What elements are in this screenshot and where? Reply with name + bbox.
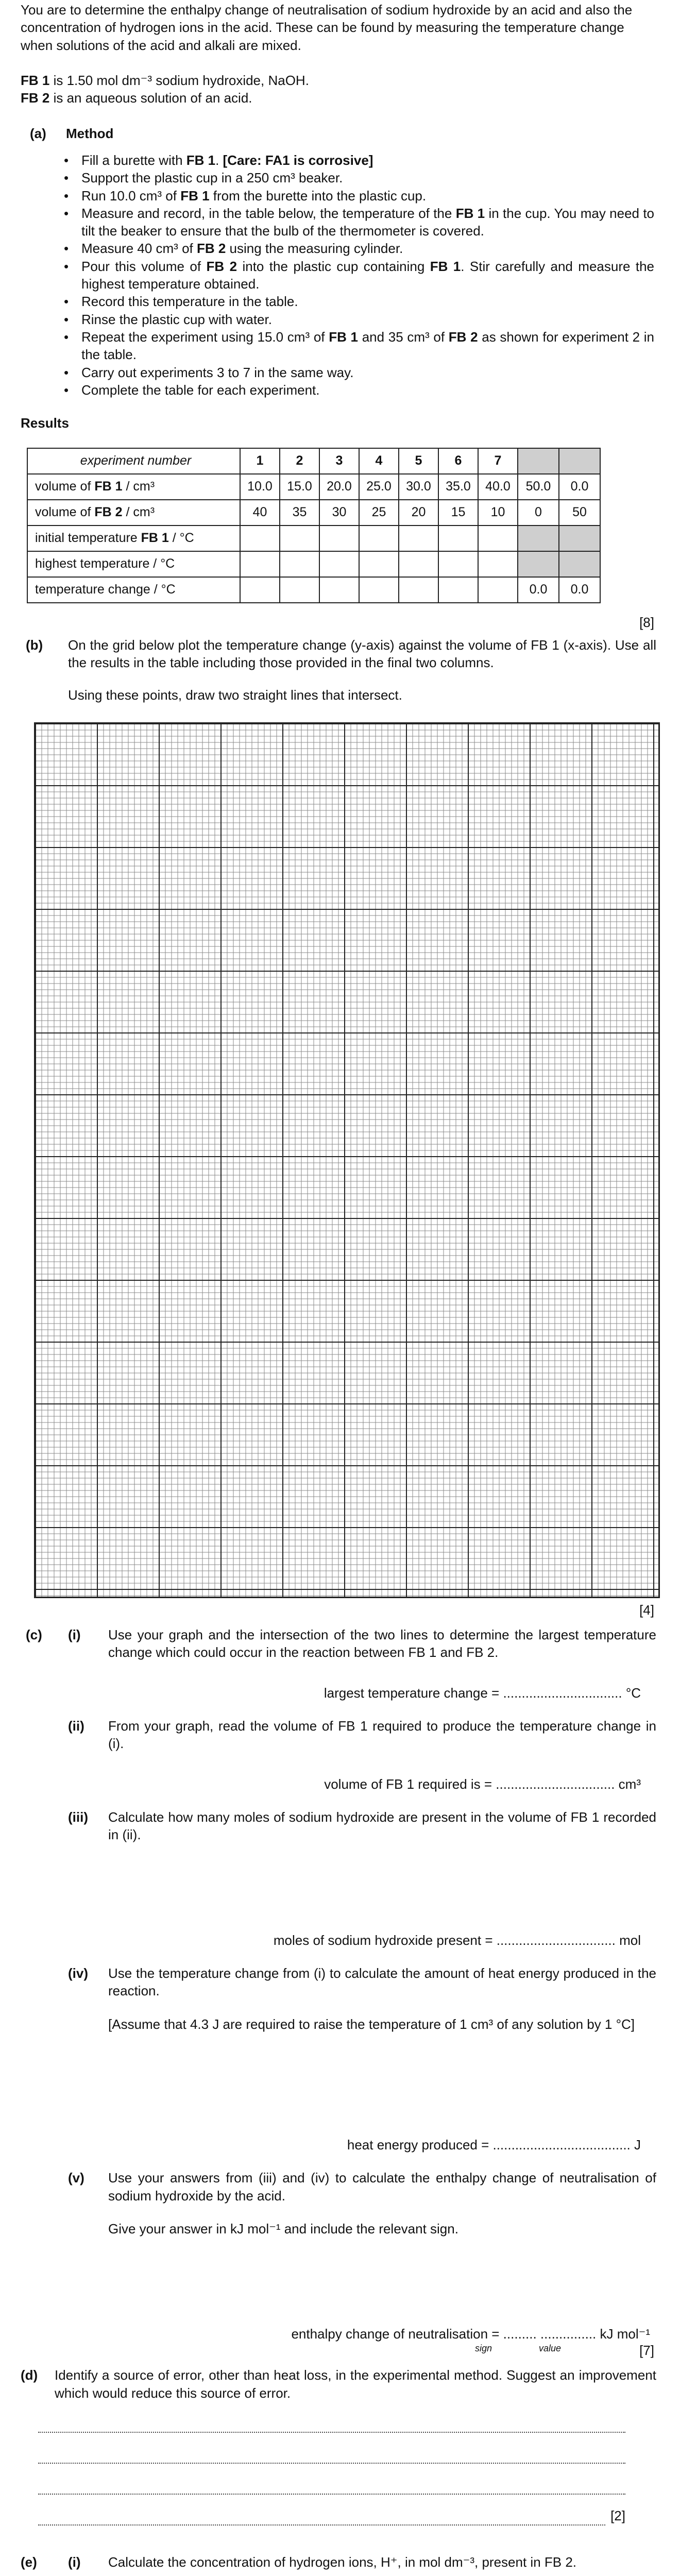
section-a-heading: (a) Method xyxy=(30,125,114,141)
row-label: temperature change / °C xyxy=(27,577,240,603)
row-label: initial temperature FB 1 / °C xyxy=(27,526,240,551)
graph-grid[interactable] xyxy=(34,722,660,1598)
table-row: volume of FB 2 / cm³ 40 35 30 25 20 15 10 0 50 xyxy=(27,500,600,526)
row-label: highest temperature / °C xyxy=(27,551,240,577)
method-step: • Pour this volume of FB 2 into the plastic cup containing FB 1. Stir carefully and measure the highest temperature obtained. xyxy=(81,258,654,293)
method-step: • Record this temperature in the table. xyxy=(81,293,654,310)
writing-line[interactable] xyxy=(38,2495,605,2526)
row-label: volume of FB 1 / cm³ xyxy=(27,474,240,500)
question-c-iv: (iv) Use the temperature change from (i) to calculate the amount of heat energy produced in the reaction. xyxy=(68,1965,656,1999)
answer-cell[interactable] xyxy=(438,526,478,551)
worksheet-page: You are to determine the enthalpy change of neutralisation of sodium hydroxide by an acid and also the concentration of hydrogen ions in the acid. These can be found by measuring the temperature change when solutions of the acid and alkali are mixed. FB 1 is 1.50 mol dm⁻³ sodium hydroxide, NaOH. FB 2 is an aqueous solution of an acid. (a) Method • Fill a burette with FB 1. [Care: FA1 is corrosive] • Support the plastic cup in a 250 cm³ beaker. • Run 10.0 cm³ of FB 1 from the burette into the plastic cup. • Measure and record, in the table below, the temperature of the FB 1 in the cup. You may need to tilt the beaker to ensure that the bulb of the thermometer is covered. • Measure 40 cm³ of FB 2 using the measuring cylinder. • Pour this volume of FB 2 into the plastic cup containing FB 1. Stir carefully and measure the highest temperature obtained. • Record this temperature in the table. • Rinse the plastic cup with water. • Repeat the experiment using 15.0 cm³ of FB 1 and 35 cm³ of FB 2 as shown for experiment 2 in the table. • Carry out experiments 3 to 7 in the same way. • Complete the table for each experiment. Results experiment number 1 2 3 4 5 6 7 volume of FB 1 / cm³ 10.0 15.0 20.0 25.0 30.0 35.0 40.0 50.0 0.0 volume of FB 2 / cm³ 40 35 30 25 20 15 10 0 50 initial temperature FB 1 / °C highest temperature / °C temperature change / °C 0.0 0.0 [8] (b) On the grid below plot the temperature change (y-axis) against the volume of FB 1 (x-axis). Use all the results in the table including those provided in the final two columns. Using these points, draw two straight lines that intersect. [4] (c) (i) Use your graph and the intersection of the two lines to determine the largest temperature change which could occur in the reaction between FB 1 and FB 2. largest temperature change = ................................ °C (ii) From your graph, read the volume of FB 1 required to produce the temperature change in (i). volume of FB 1 required is = ................................ cm³ (iii) Calculate how many moles of sodium hydroxide are present in the volume of FB 1 recorded in (ii). moles of sodium hydroxide present = ................................ mol (iv) Use the temperature change from (i) to calculate the amount of heat energy produced in the reaction. [Assume that 4.3 J are required to raise the temperature of 1 cm³ of any solution by 1 °C] heat energy produced = ..................................... J (v) Use your answers from (iii) and (iv) to calculate the enthalpy change of neutralisation of sodium hydroxide by the acid. Give your answer in kJ mol⁻¹ and include the relevant sign. enthalpy change of neutralisation = ......... ............... kJ mol⁻¹ sign value [7] (d) Identify a source of error, other than heat loss, in the experimental method. Suggest an improvement which would reduce this source of error. [2] (e) (i) Calculate the concentration of hydrogen ions, H⁺, in mol dm⁻³, present in FB 2. xyxy=(0,0,680,2576)
method-step: • Support the plastic cup in a 250 cm³ beaker. xyxy=(81,169,654,187)
answer-cell[interactable] xyxy=(399,551,438,577)
question-c-v: (v) Use your answers from (iii) and (iv) to calculate the enthalpy change of neutralisation of sodium hydroxide by the acid. xyxy=(68,2170,656,2204)
results-table xyxy=(27,448,601,603)
method-step: • Complete the table for each experiment. xyxy=(81,381,654,399)
answer-line[interactable]: volume of FB 1 required is = ................................ cm³ xyxy=(324,1776,641,1792)
answer-line[interactable]: heat energy produced = ..................................... J xyxy=(347,2137,641,2153)
answer-cell[interactable] xyxy=(240,551,280,577)
method-step: • Run 10.0 cm³ of FB 1 from the burette into the plastic cup. xyxy=(81,187,654,205)
answer-cell[interactable] xyxy=(280,526,319,551)
answer-cell[interactable] xyxy=(240,577,280,603)
writing-line[interactable] xyxy=(38,2464,625,2495)
table-row xyxy=(27,551,600,577)
grid-major-lines xyxy=(36,724,658,1597)
mark-b: [4] xyxy=(639,1602,654,1618)
question-c-i: (c) (i) Use your graph and the intersection of the two lines to determine the largest temperature change which could occur in the reaction between FB 1 and FB 2. xyxy=(26,1627,656,1660)
writing-line[interactable] xyxy=(38,2433,625,2464)
answer-cell[interactable] xyxy=(359,577,399,603)
question-b: (b) On the grid below plot the temperature change (y-axis) against the volume of FB 1 (x-axis). Use all the results in the table including those provided in the final two columns. xyxy=(26,637,656,671)
question-c-ii: (ii) From your graph, read the volume of FB 1 required to produce the temperature change in (i). xyxy=(68,1718,656,1752)
answer-cell[interactable] xyxy=(359,551,399,577)
method-step: • Fill a burette with FB 1. [Care: FA1 is corrosive] xyxy=(81,151,654,169)
header-label: experiment number xyxy=(27,448,240,474)
answer-cell[interactable] xyxy=(478,526,518,551)
row-label: volume of FB 2 / cm³ xyxy=(27,500,240,526)
value-caption: value xyxy=(539,2343,562,2354)
answer-cell[interactable] xyxy=(240,526,280,551)
answer-cell[interactable] xyxy=(280,551,319,577)
table-row: temperature change / °C 0.0 0.0 xyxy=(27,577,600,603)
method-step: • Measure and record, in the table below, the temperature of the FB 1 in the cup. You may need to tilt the beaker to ensure that the bulb of the thermometer is covered. xyxy=(81,205,654,240)
answer-line[interactable]: moles of sodium hydroxide present = ................................ mol xyxy=(273,1932,641,1948)
answer-cell[interactable] xyxy=(319,551,359,577)
answer-line[interactable]: enthalpy change of neutralisation = ......... ............... kJ mol⁻¹ xyxy=(291,2326,650,2342)
method-list xyxy=(21,151,654,399)
mark-c: [7] xyxy=(639,2343,654,2359)
method-step: • Carry out experiments 3 to 7 in the same way. xyxy=(81,364,654,381)
answer-cell[interactable] xyxy=(399,577,438,603)
method-step: • Repeat the experiment using 15.0 cm³ of FB 1 and 35 cm³ of FB 2 as shown for experiment 2 in the table. xyxy=(81,328,654,364)
mark-a: [8] xyxy=(639,614,654,630)
instruction-text: Using these points, draw two straight lines that intersect. xyxy=(68,687,402,703)
answer-cell[interactable] xyxy=(319,526,359,551)
answer-cell[interactable] xyxy=(319,577,359,603)
results-title: Results xyxy=(21,415,69,431)
answer-cell[interactable] xyxy=(399,526,438,551)
answer-cell[interactable] xyxy=(438,551,478,577)
table-row: experiment number 1 2 3 4 5 6 7 xyxy=(27,448,600,474)
fb2-line: FB 2 is an aqueous solution of an acid. xyxy=(21,90,252,106)
method-step: • Measure 40 cm³ of FB 2 using the measuring cylinder. xyxy=(81,240,654,257)
table-row xyxy=(27,526,600,551)
method-step: • Rinse the plastic cup with water. xyxy=(81,311,654,328)
answer-cell[interactable] xyxy=(280,577,319,603)
sign-caption: sign xyxy=(475,2343,492,2354)
answer-cell[interactable] xyxy=(478,577,518,603)
question-e-i: (e) (i) Calculate the concentration of hydrogen ions, H⁺, in mol dm⁻³, present in FB 2. xyxy=(21,2554,577,2570)
answer-line[interactable]: largest temperature change = ................................ °C xyxy=(324,1685,641,1701)
fb1-line: FB 1 is 1.50 mol dm⁻³ sodium hydroxide, NaOH. xyxy=(21,72,309,88)
intro-paragraph: You are to determine the enthalpy change of neutralisation of sodium hydroxide by an acid and also the concentration of hydrogen ions in the acid. These can be found by measuring the temperature change when solutions of the acid and alkali are mixed. xyxy=(21,2,633,53)
question-d: (d) Identify a source of error, other than heat loss, in the experimental method. Suggest an improvement which would reduce this source of error. xyxy=(21,2367,656,2401)
table-row: volume of FB 1 / cm³ 10.0 15.0 20.0 25.0 30.0 35.0 40.0 50.0 0.0 xyxy=(27,474,600,500)
writing-line[interactable] xyxy=(38,2402,625,2433)
assumption-note: [Assume that 4.3 J are required to raise the temperature of 1 cm³ of any solution by 1 °C] xyxy=(108,2016,635,2032)
answer-cell[interactable] xyxy=(478,551,518,577)
answer-cell[interactable] xyxy=(438,577,478,603)
reagents-block xyxy=(21,72,656,107)
graph-paper xyxy=(36,724,658,1597)
question-c-iii: (iii) Calculate how many moles of sodium hydroxide are present in the volume of FB 1 recorded in (ii). xyxy=(68,1809,656,1843)
mark-d: [2] xyxy=(610,2507,625,2523)
answer-cell[interactable] xyxy=(359,526,399,551)
